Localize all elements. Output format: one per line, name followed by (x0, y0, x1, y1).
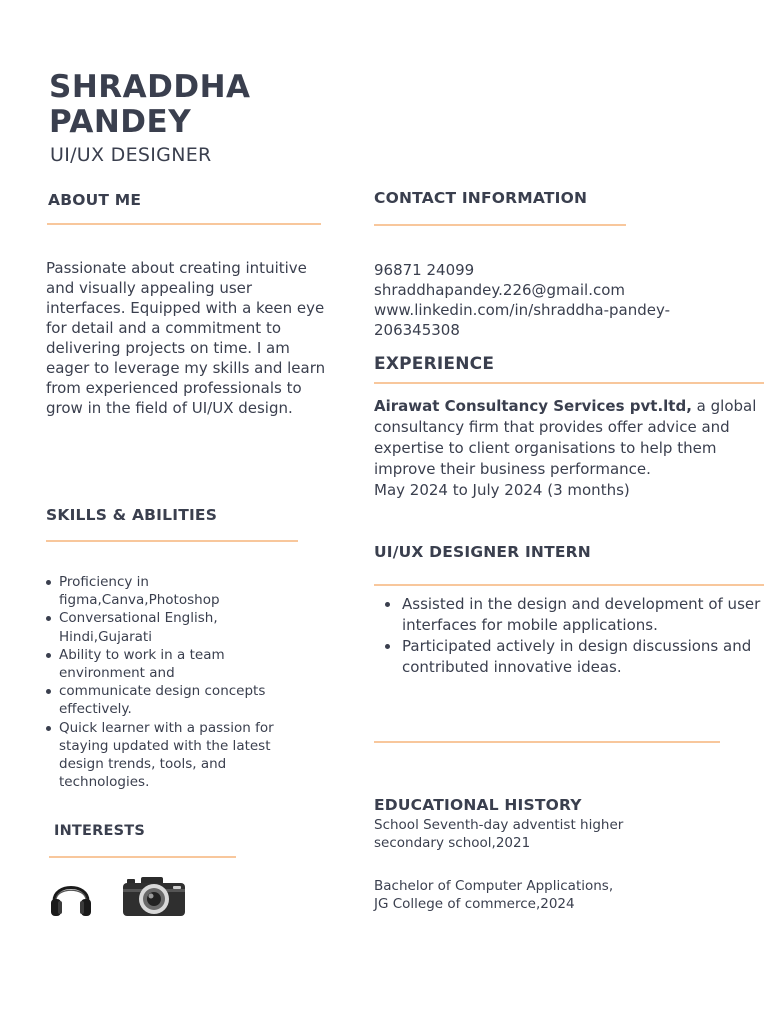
education-heading: EDUCATIONAL HISTORY (374, 796, 582, 814)
name-last: PANDEY (49, 104, 192, 140)
skills-heading: SKILLS & ABILITIES (46, 506, 218, 524)
education-entry-college (374, 877, 754, 913)
name-first: SHRADDHA (49, 69, 251, 105)
skill-item: communicate design concepts effectively. (46, 682, 288, 718)
candidate-name (49, 70, 329, 140)
skill-item: Conversational English, Hindi,Gujarati (46, 609, 288, 645)
contact-details (374, 260, 764, 340)
duty-item: Participated actively in design discussions and contributed innovative ideas. (374, 636, 764, 678)
contact-heading: CONTACT INFORMATION (374, 189, 588, 207)
email-link[interactable]: shraddhapandey.226@gmail.com (374, 281, 625, 299)
school-line: School Seventh-day adventist higher (374, 817, 624, 833)
experience-end-divider (374, 741, 720, 743)
phone-number[interactable]: 96871 24099 (374, 261, 475, 279)
education-entry-school (374, 816, 754, 852)
camera-icon (121, 876, 187, 918)
position-divider (374, 584, 764, 586)
skill-item: Proficiency in figma,Canva,Photoshop (46, 573, 288, 609)
about-text: Passionate about creating intuitive and visually appealing user interfaces. Equipped with a keen eye for detail and a commitment to delivering projects on time. I am eager to leverage my skills and learn from experienced professionals to grow in the field of UI/UX design. (46, 259, 326, 417)
job-title: UI/UX DESIGNER (50, 144, 212, 166)
interests-heading: INTERESTS (54, 823, 145, 839)
interests-divider (49, 856, 236, 858)
linkedin-link-cont[interactable]: 206345308 (374, 321, 460, 339)
skill-item: Quick learner with a passion for staying updated with the latest design trends, tools, and technologies. (46, 719, 288, 792)
linkedin-link[interactable]: www.linkedin.com/in/shraddha-pandey- (374, 301, 671, 319)
about-heading: ABOUT ME (48, 191, 142, 209)
experience-heading: EXPERIENCE (374, 354, 495, 374)
about-divider (47, 223, 321, 225)
duties-list (374, 594, 764, 678)
skills-list (46, 573, 288, 791)
company-description: a global consultancy firm that provides offer advice and expertise to client organisations to help them improve their business performance. (374, 397, 757, 478)
company-name: Airawat Consultancy Services pvt.ltd, (374, 397, 692, 415)
skill-item: Ability to work in a team environment and (46, 646, 288, 682)
degree-line: Bachelor of Computer Applications, (374, 878, 614, 894)
experience-period: May 2024 to July 2024 (3 months) (374, 481, 630, 499)
experience-divider (374, 382, 764, 384)
experience-summary (374, 396, 762, 501)
college-line: JG College of commerce,2024 (374, 896, 575, 913)
position-title: UI/UX DESIGNER INTERN (374, 543, 591, 561)
contact-divider (374, 224, 626, 226)
headphones-icon (49, 873, 93, 919)
school-line-cont: secondary school,2021 (374, 835, 531, 852)
skills-divider (46, 540, 298, 542)
duty-item: Assisted in the design and development of user interfaces for mobile applications. (374, 594, 764, 636)
